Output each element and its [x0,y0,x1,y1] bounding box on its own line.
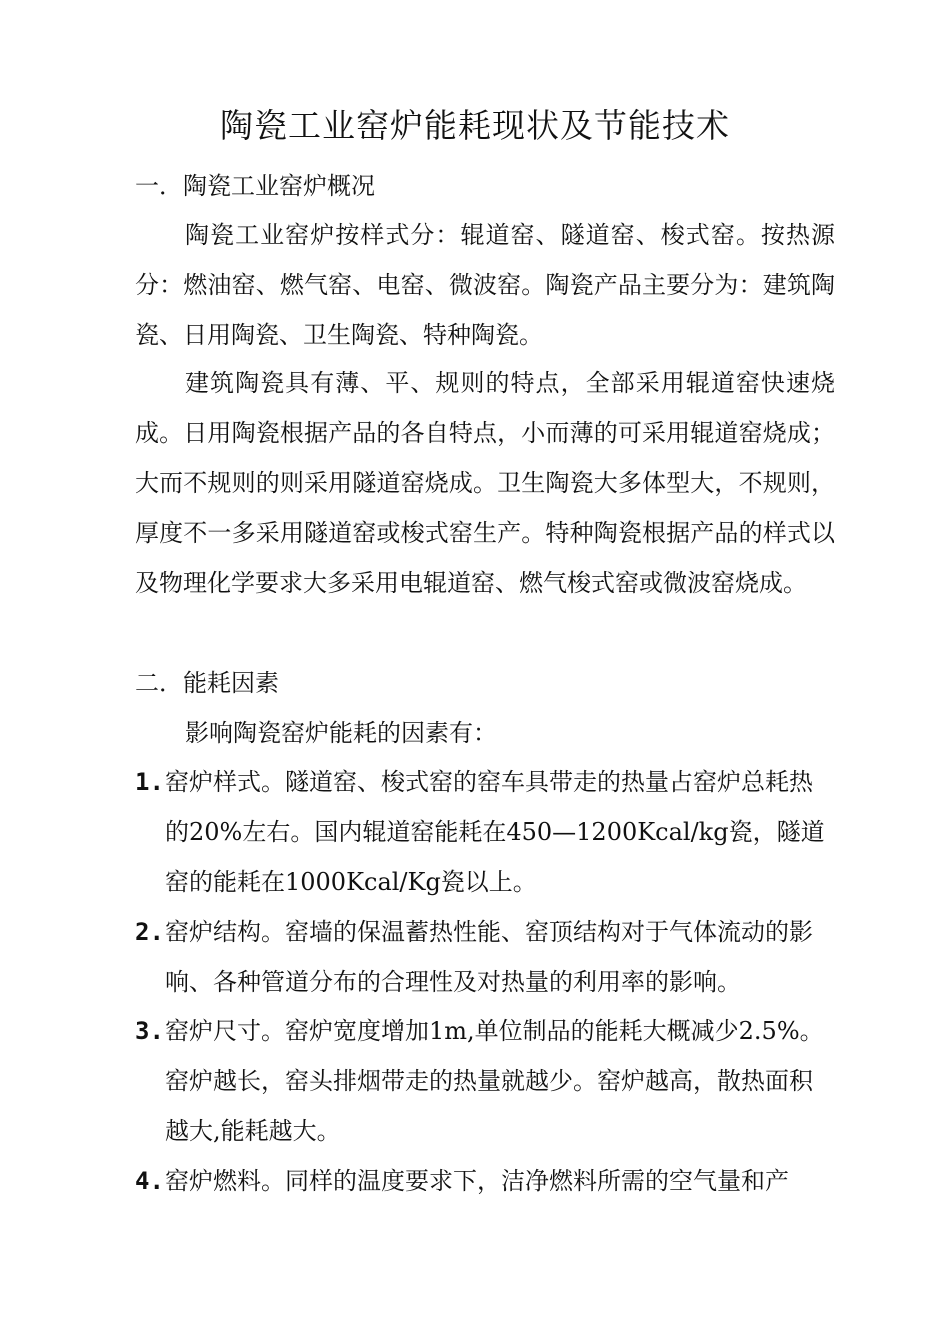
paragraph-kiln-types: 陶瓷工业窑炉按样式分：辊道窑、隧道窑、梭式窑。按热源分：燃油窑、燃气窑、电窑、微波窑。陶瓷产品主要分为：建筑陶瓷、日用陶瓷、卫生陶瓷、特种陶瓷。 [135,221,835,349]
list-item [135,907,835,1007]
list-item-text: 窑炉尺寸。窑炉宽度增加1m,单位制品的能耗大概减少2.5%。窑炉越长，窑头排烟带走的热量就越少。窑炉越高，散热面积越大,能耗越大。 [165,1017,824,1145]
list-item-number: 3. [135,1017,164,1045]
list-item-number: 1. [135,768,164,796]
list-item [135,757,835,907]
list-item [135,1006,835,1156]
paragraph-firing-methods: 建筑陶瓷具有薄、平、规则的特点，全部采用辊道窑快速烧成。日用陶瓷根据产品的各自特点，小而薄的可采用辊道窑烧成；大而不规则的则采用隧道窑烧成。卫生陶瓷大多体型大，不规则，厚度不一多采用隧道窑或梭式窑生产。特种陶瓷根据产品的样式以及物理化学要求大多采用电辊道窑、燃气梭式窑或微波窑烧成。 [135,369,835,597]
list-item [135,1156,835,1206]
list-item-text: 窑炉结构。窑墙的保温蓄热性能、窑顶结构对于气体流动的影响、各种管道分布的合理性及对热量的利用率的影响。 [165,918,813,996]
list-item-number: 2. [135,918,164,946]
list-item-text: 窑炉燃料。同样的温度要求下，洁净燃料所需的空气量和产 [165,1167,789,1195]
list-item-number: 4. [135,1167,164,1195]
section-heading-overview: 一．陶瓷工业窑炉概况 [135,172,375,200]
list-item-text: 窑炉样式。隧道窑、梭式窑的窑车具带走的热量占窑炉总耗热的20%左右。国内辊道窑能耗在450—1200Kcal/kg瓷，隧道窑的能耗在1000Kcal/Kg瓷以上。 [165,768,825,896]
document-title: 陶瓷工业窑炉能耗现状及节能技术 [220,106,730,145]
section-heading-energy-factors: 二．能耗因素 [135,669,279,697]
paragraph-factors-intro: 影响陶瓷窑炉能耗的因素有： [185,719,497,747]
